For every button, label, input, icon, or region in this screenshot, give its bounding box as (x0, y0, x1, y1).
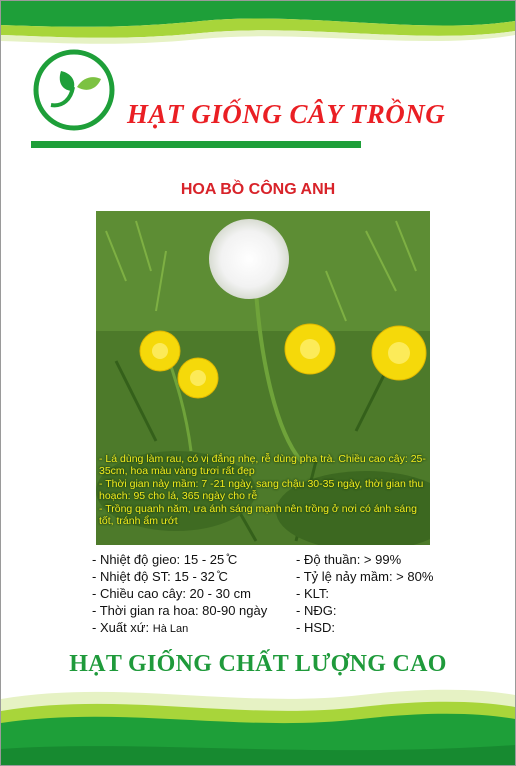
brand-underline (31, 141, 361, 148)
quality-slogan: HẠT GIỐNG CHẤT LƯỢNG CAO (69, 651, 447, 677)
spec-expiry-date: - HSD: (296, 620, 335, 635)
spec-purity: - Độ thuần: > 99% (296, 552, 402, 567)
spec-origin-value: Hà Lan (152, 623, 189, 635)
brand-name: HẠT GIỐNG CÂY TRỒNG (127, 99, 446, 129)
spec-net-weight: - KLT: (296, 586, 329, 601)
product-name: HOA BỒ CÔNG ANH (180, 181, 336, 198)
spec-plant-height: - Chiều cao cây: 20 - 30 cm (92, 586, 251, 601)
spec-flowering-time: - Thời gian ra hoa: 80-90 ngày (92, 603, 268, 618)
description-line: - Thời gian nảy mầm: 7 -21 ngày, sang chậu 30-35 ngày, thời gian thu hoạch: 95 cho lá, 365 ngày cho rễ (99, 478, 424, 502)
spec-growing-temperature: - Nhiệt độ ST: 15 - 32 ̊C (92, 569, 228, 584)
product-description (99, 453, 427, 528)
spec-column-right (296, 551, 433, 636)
spec-packing-date: - NĐG: (296, 603, 337, 618)
spec-germination-rate: - Tỷ lệ nảy mầm: > 80% (296, 569, 434, 584)
description-line: - Lá dùng làm rau, có vị đắng nhẹ, rễ dùng pha trà. Chiều cao cây: 25-35cm, hoa màu vàng tươi rất đẹp (99, 453, 426, 477)
spec-origin-label: - Xuất xứ: (92, 620, 150, 635)
description-line: - Trồng quanh năm, ưa ánh sáng mạnh nên trồng ở nơi có ánh sáng tốt, tránh ẩm ướt (99, 503, 417, 527)
spec-origin (92, 619, 267, 638)
bottom-wave-banner (1, 669, 515, 765)
spec-column-left (92, 551, 267, 638)
seedling-leaves-icon (31, 47, 117, 133)
spec-sowing-temperature: - Nhiệt độ gieo: 15 - 25 ̊C (92, 552, 238, 567)
